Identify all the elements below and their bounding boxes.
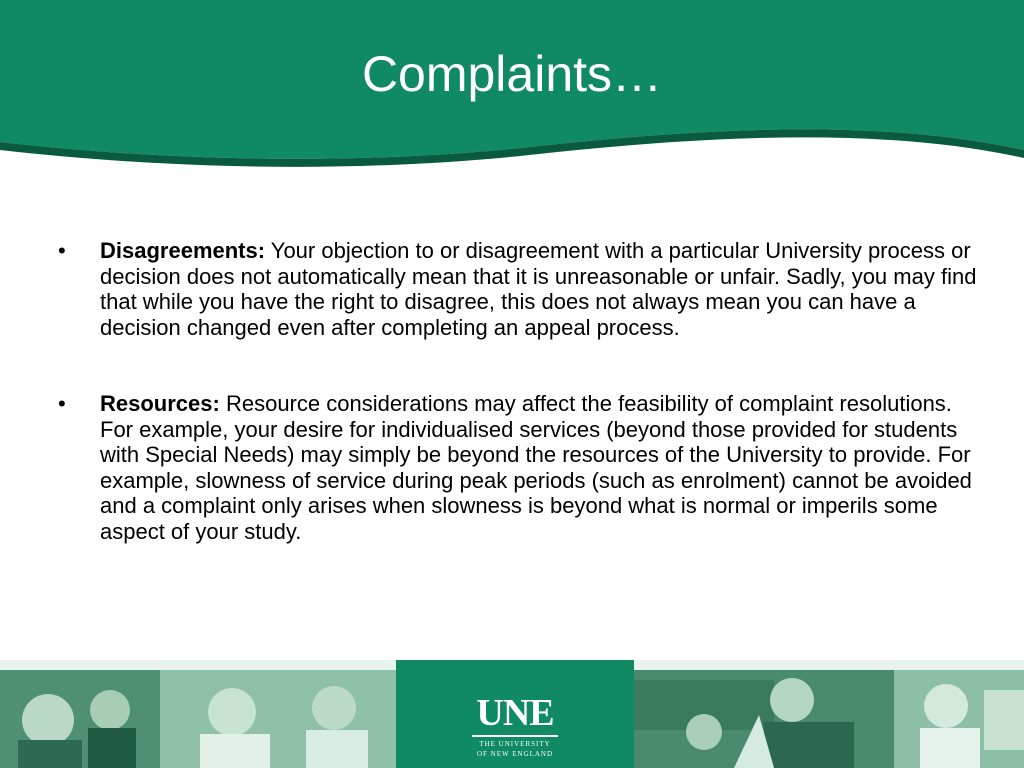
bullet-list <box>58 238 978 544</box>
bullet-text: Resource considerations may affect the feasibility of complaint resolutions. For example, your desire for individualised services (beyond those provided for students with Special Needs) may simply be beyond the resources of the University to provide. For example, slowness of service during peak periods (such as enrolment) cannot be avoided and a complaint only arises when slowness is beyond what is normal or imperils some aspect of your study. <box>100 391 972 544</box>
bullet-item-resources <box>58 391 978 544</box>
photo-footer-strip <box>0 660 1024 768</box>
logo-divider <box>472 735 558 737</box>
slide-title: Complaints… <box>361 46 663 102</box>
bullet-term: Resources: <box>100 391 220 416</box>
bullet-term: Disagreements: <box>100 238 266 263</box>
bullet-text: Your objection to or disagreement with a particular University process or decision does not automatically mean that it is unreasonable or unfair. Sadly, you may find that while you have the right to disagree, this does not always mean you can have a decision changed even after completing an appeal process. <box>100 238 977 340</box>
une-logo-panel <box>396 660 634 768</box>
student-photos-left <box>0 660 396 768</box>
bullet-icon: • <box>58 391 66 416</box>
bullet-item-disagreements <box>58 238 978 340</box>
bullet-icon: • <box>58 238 66 263</box>
title-banner <box>0 0 1024 170</box>
logo-subtitle-line2: OF NEW ENGLAND <box>476 750 554 758</box>
logo-subtitle-line1: THE UNIVERSITY <box>479 740 551 748</box>
student-photos-right <box>634 660 1024 768</box>
une-logo: UNE <box>476 692 554 734</box>
